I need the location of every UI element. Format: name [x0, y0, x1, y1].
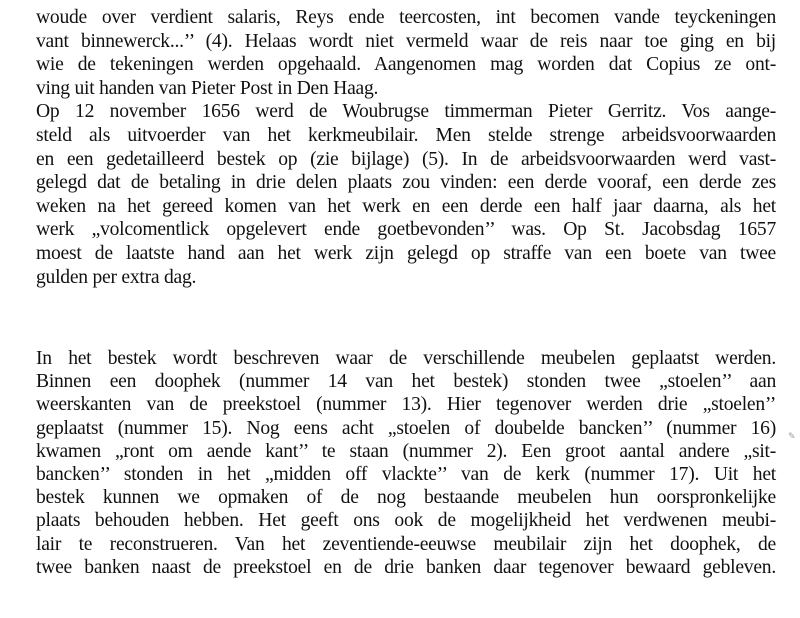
- paragraph-1: [36, 6, 776, 289]
- paragraph-2: [36, 347, 776, 579]
- text-line: In het bestek wordt beschreven waar de verschillende meubelen geplaatst werden.: [36, 348, 776, 369]
- scan-speck-mark: ✎: [788, 432, 796, 442]
- text-line: bestek kunnen we opmaken of de nog bestaande meubelen hun oorspronkelijke: [36, 487, 776, 509]
- text-line: twee banken naast de preekstoel en de drie banken daar tegenover bewaard gebleven.: [36, 556, 776, 578]
- text-line: ving uit handen van Pieter Post in Den Haag.: [36, 77, 379, 99]
- text-line: weken na het gereed komen van het werk en een derde een half jaar daarna, als het: [36, 195, 776, 217]
- text-line: Op 12 november 1656 werd de Woubrugse timmerman Pieter Gerritz. Vos aange-: [36, 101, 776, 123]
- text-line: en een gedetailleerd bestek op (zie bijlage) (5). In de arbeidsvoorwaarden werd vast-: [36, 148, 776, 170]
- text-line: steld als uitvoerder van het kerkmeubilair. Men stelde strenge arbeidsvoorwaarden: [36, 124, 776, 146]
- text-line: bancken’’ stonden in het „midden off vlackte’’ van de kerk (nummer 17). Uit het: [36, 463, 776, 485]
- text-line: moest de laatste hand aan het werk zijn gelegd op straffe van een boete van twee: [36, 242, 776, 264]
- text-line: weerskanten van de preekstoel (nummer 13). Hier tegenover werden drie „stoelen’’: [36, 394, 776, 416]
- text-line: gulden per extra dag.: [36, 266, 197, 288]
- text-line: wie de tekeningen werden opgehaald. Aangenomen mag worden dat Copius ze ont-: [36, 54, 776, 76]
- text-line: lair te reconstrueren. Van het zeventiende-eeuwse meubilair zijn het doophek, de: [36, 533, 776, 555]
- text-line: gelegd dat de betaling in drie delen plaats zou vinden: een derde vooraf, een derde zes: [36, 172, 776, 194]
- text-line: kwamen „ront om aende kant’’ te staan (nummer 2). Een groot aantal andere „sit-: [36, 440, 776, 462]
- text-line: vant binnewerck...’’ (4). Helaas wordt niet vermeld waar de reis naar toe ging en bij: [36, 30, 776, 52]
- text-line: woude over verdient salaris, Reys ende teercosten, int becomen vande teyckeningen: [36, 7, 776, 28]
- text-line: Binnen een doophek (nummer 14 van het bestek) stonden twee „stoelen’’ aan: [36, 371, 776, 393]
- text-line: geplaatst (nummer 15). Nog eens acht „stoelen of doubelde bancken’’ (nummer 16): [36, 417, 776, 439]
- text-line: plaats behouden hebben. Het geeft ons ook de mogelijkheid het verdwenen meubi-: [36, 510, 776, 532]
- text-line: werk „volcomentlick opgelevert ende goetbevonden’’ was. Op St. Jacobsdag 1657: [36, 219, 776, 241]
